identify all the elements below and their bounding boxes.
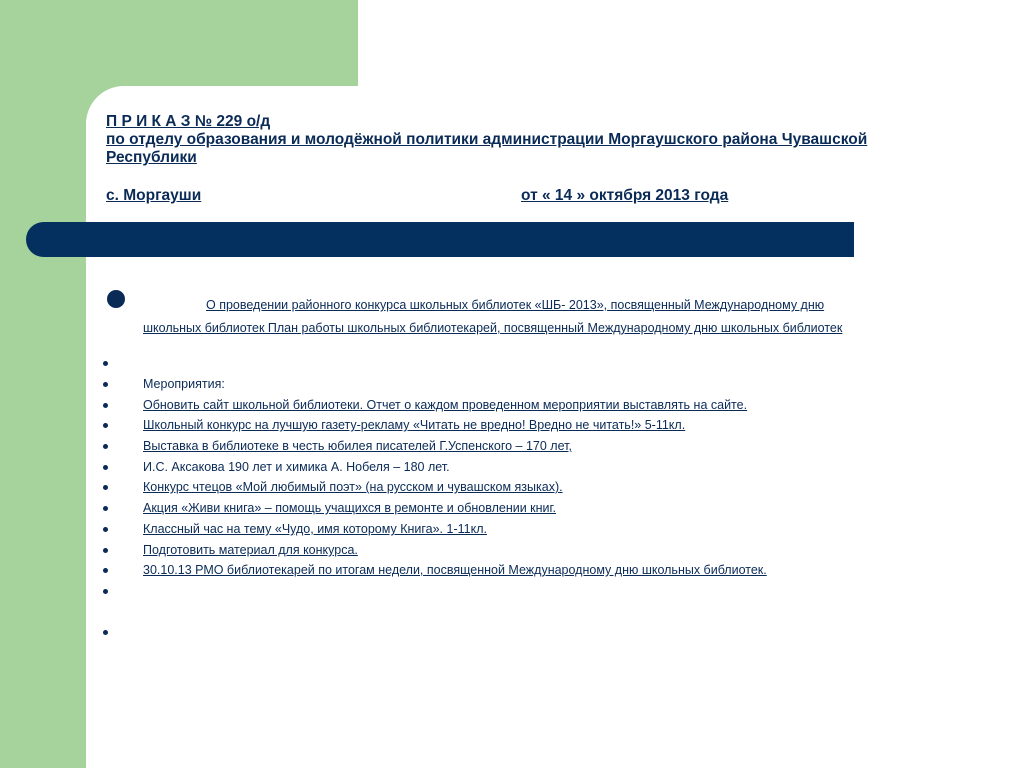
list-item bbox=[0, 375, 1024, 395]
bullet-icon bbox=[103, 527, 108, 532]
list-item bbox=[0, 396, 1024, 416]
list-item bbox=[0, 520, 1024, 540]
list-item-text: 30.10.13 РМО библиотекарей по итогам недели, посвященной Международному дню школьных библиотек. bbox=[143, 563, 767, 577]
bullet-icon bbox=[103, 548, 108, 553]
list-item-text: Классный час на тему «Чудо, имя которому Книга». 1-11кл. bbox=[143, 522, 487, 536]
bullet-icon bbox=[103, 568, 108, 573]
republic-line: Республики bbox=[106, 149, 197, 166]
bullet-icon bbox=[103, 589, 108, 594]
bullet-icon bbox=[103, 465, 108, 470]
place-text: с. Моргауши bbox=[106, 187, 202, 204]
bullet-icon bbox=[103, 506, 108, 511]
list-item bbox=[0, 354, 1024, 374]
list-item bbox=[143, 297, 933, 337]
list-item-text: школьных библиотек План работы школьных библиотекарей, посвященный Международному дню школьных библиотек bbox=[143, 321, 843, 335]
list-item bbox=[0, 416, 1024, 436]
list-item-text: Конкурс чтецов «Мой любимый поэт» (на русском и чувашском языках). bbox=[143, 480, 563, 494]
order-title: П Р И К А З № 229 о/д bbox=[106, 113, 271, 130]
list-item bbox=[0, 458, 1024, 478]
date-text: от « 14 » октября 2013 года bbox=[521, 187, 729, 204]
list-item bbox=[0, 541, 1024, 561]
list-item bbox=[0, 623, 1024, 643]
list-item bbox=[0, 582, 1024, 602]
header-divider-bar bbox=[26, 222, 854, 257]
department-line: по отделу образования и молодёжной политики администрации Моргаушского района Чувашской bbox=[106, 131, 868, 148]
bullet-icon bbox=[103, 630, 108, 635]
list-item-text: И.С. Аксакова 190 лет и химика А. Нобеля – 180 лет. bbox=[143, 460, 450, 474]
document-header bbox=[106, 113, 926, 167]
bullet-icon bbox=[103, 403, 108, 408]
list-item bbox=[0, 499, 1024, 519]
list-item-text: Школьный конкурс на лучшую газету-рекламу «Читать не вредно! Вредно не читать!» 5-11кл. bbox=[143, 418, 686, 432]
bullet-icon bbox=[103, 444, 108, 449]
list-item-text: Выставка в библиотеке в честь юбилея писателей Г.Успенского – 170 лет, bbox=[143, 439, 572, 453]
list-item bbox=[0, 561, 1024, 581]
list-item bbox=[0, 478, 1024, 498]
list-item-text: Подготовить материал для конкурса. bbox=[143, 543, 358, 557]
list-item-text: Обновить сайт школьной библиотеки. Отчет о каждом проведенном мероприятии выставлять на сайте. bbox=[143, 398, 748, 412]
place-date-line bbox=[106, 187, 926, 205]
bullet-icon bbox=[107, 290, 125, 308]
bullet-icon bbox=[103, 485, 108, 490]
list-item bbox=[0, 437, 1024, 457]
list-item-text: Мероприятия: bbox=[143, 377, 225, 391]
bullet-icon bbox=[103, 361, 108, 366]
bullet-icon bbox=[103, 382, 108, 387]
list-item-text: Акция «Живи книга» – помощь учащихся в ремонте и обновлении книг. bbox=[143, 501, 557, 515]
list-item-text: О проведении районного конкурса школьных библиотек «ШБ- 2013», посвященный Международному дню bbox=[206, 298, 825, 312]
bullet-icon bbox=[103, 423, 108, 428]
